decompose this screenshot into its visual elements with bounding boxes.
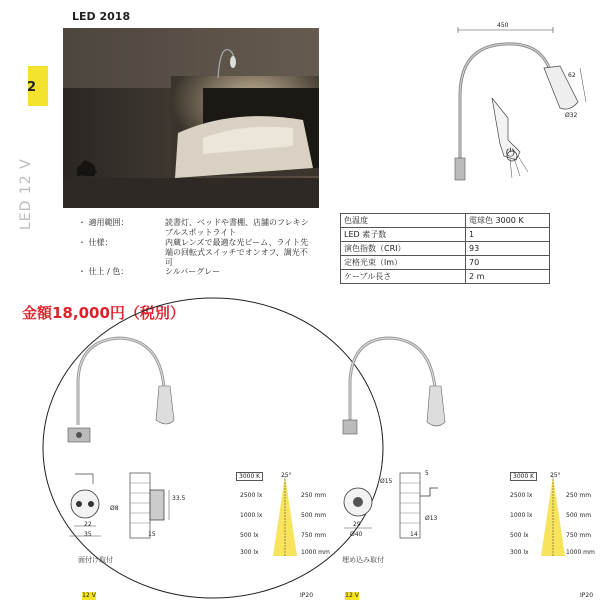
lux-left-2: 1000 lx [240, 512, 263, 519]
dist-left-3: 750 mm [301, 532, 327, 539]
lamp-illustration-surface [60, 330, 200, 460]
dim-d15: Ø15 [380, 478, 393, 485]
side-tab-number: 2 [27, 80, 37, 95]
dim-width: 450 [497, 22, 509, 29]
spec-value-1: 読書灯、ベッドや書棚、店舗のフレキシブルスポットライト [165, 218, 309, 237]
lux-left-4: 300 lx [240, 549, 259, 556]
table-row: ケーブル長さ 2 m [341, 270, 550, 284]
top-dimension-drawing [420, 18, 600, 188]
dist-right-3: 750 mm [566, 532, 592, 539]
dim-22: 22 [84, 521, 92, 528]
caption-surface-mount: 面付け取付 [78, 556, 113, 564]
product-photo [63, 28, 319, 208]
dist-left-2: 500 mm [301, 512, 327, 519]
lamp-illustration-recessed [335, 330, 475, 460]
dist-right-4: 1000 mm [566, 549, 595, 556]
spec-value-2: 内蔵レンズで最適な光ビーム、ライト先端の回転式スイッチでオンオフ、調光不可 [165, 238, 309, 267]
table-row: LED 素子数 1 [341, 228, 550, 242]
voltage-badge-left: 12 V [82, 592, 96, 599]
dim-d13: Ø13 [425, 515, 438, 522]
lux-right-4: 300 lx [510, 549, 529, 556]
dist-left-1: 250 mm [301, 492, 327, 499]
dist-left-4: 1000 mm [301, 549, 330, 556]
dim-33-5: 33.5 [172, 495, 186, 502]
chart-temp-right: 3000 K [510, 472, 537, 481]
ip-rating-left: IP20 [300, 592, 314, 599]
spec-label-1: ・ 適用範囲： [78, 218, 129, 227]
price-text: 金額18,000円（税別） [22, 304, 185, 322]
voltage-badge-right: 12 V [345, 592, 359, 599]
spec-value-3: シルバーグレー [165, 267, 221, 276]
caption-recessed-mount: 埋め込み取付 [342, 556, 384, 564]
dim-head-length: 62 [568, 72, 576, 79]
properties-table [340, 213, 550, 284]
chart-angle-left: 25° [281, 472, 292, 479]
table-row: 演色指数（CRI） 93 [341, 242, 550, 256]
dim-29: 29 [353, 521, 361, 528]
ip-rating-right: IP20 [580, 592, 594, 599]
page-title: LED 2018 [72, 10, 131, 23]
dist-right-2: 500 mm [566, 512, 592, 519]
lux-right-3: 500 lx [510, 532, 529, 539]
dim-5: 5 [425, 470, 429, 477]
dim-35: 35 [84, 531, 92, 538]
dist-right-1: 250 mm [566, 492, 592, 499]
power-icon: ⏻ [506, 146, 515, 159]
spec-label-3: ・ 仕上 / 色： [78, 267, 129, 276]
dim-diameter: Ø32 [565, 112, 578, 119]
chart-temp-left: 3000 K [236, 472, 263, 481]
table-row: 色温度 電球色 3000 K [341, 214, 550, 228]
vertical-voltage-label: LED 12 V [18, 158, 34, 230]
dim-d40: Ø40 [350, 531, 363, 538]
lux-left-3: 500 lx [240, 532, 259, 539]
spec-label-2: ・ 仕様： [78, 238, 113, 247]
lux-right-1: 2500 lx [510, 492, 533, 499]
dim-14: 14 [410, 531, 418, 538]
lux-right-2: 1000 lx [510, 512, 533, 519]
lux-left-1: 2500 lx [240, 492, 263, 499]
chart-angle-right: 25° [550, 472, 561, 479]
dim-d8: Ø8 [110, 505, 119, 512]
dim-15: 15 [148, 531, 156, 538]
table-row: 定格光束（lm） 70 [341, 256, 550, 270]
